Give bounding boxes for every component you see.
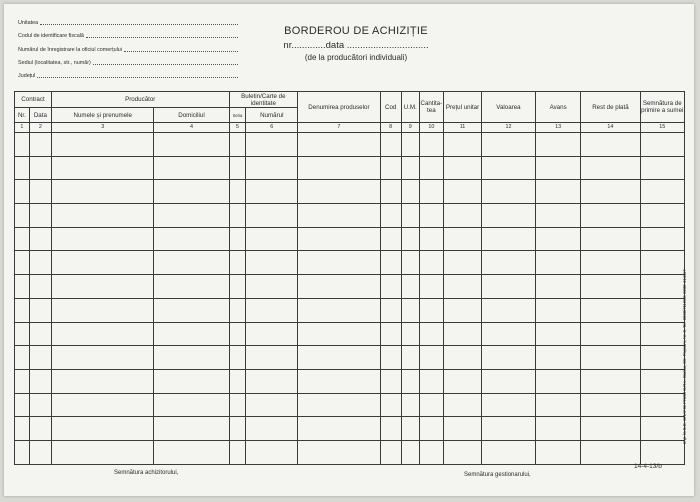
header-field-label: Unitatea: [18, 20, 39, 27]
header-semnatura: Semnătura de primire a sumei: [640, 92, 684, 123]
header-data: Data: [29, 108, 51, 123]
column-number-row: [15, 123, 685, 133]
header-cod: Cod: [380, 92, 401, 123]
buyer-signature-label: Semnătura achizitorului,: [114, 470, 179, 476]
header-buletin: Buletin/Carte de identitate: [229, 92, 298, 108]
column-number: 15: [640, 123, 684, 133]
manager-signature-label: Semnătura gestionarului,: [464, 472, 531, 478]
header-field-label: Județul: [18, 72, 36, 79]
column-number: 3: [51, 123, 154, 133]
header-nume: Numele și prenumele: [51, 108, 154, 123]
document-subtitle: (de la producători individuali): [304, 53, 408, 62]
acquisition-table: [14, 91, 685, 465]
table-row: [15, 417, 685, 441]
header-field-label: Sediul (localitatea, str., număr): [18, 59, 91, 66]
printer-imprint: Imp. la S.C. GRAFIC PROD S.R.L. Buzău, Str. Pașcani, Nr. 2, Tel: 0238/711083; 0238-414117: [682, 269, 687, 444]
fill-line: [93, 64, 238, 65]
column-number: 10: [419, 123, 443, 133]
form-sheet: [4, 4, 694, 496]
column-number: 4: [154, 123, 229, 133]
column-number: 5: [229, 123, 246, 133]
header-valoarea: Valoarea: [482, 92, 536, 123]
header-seria: Seria: [229, 108, 246, 123]
header-pretul: Prețul unitar: [443, 92, 481, 123]
table-row: [15, 133, 685, 157]
header-rest: Rest de plată: [581, 92, 640, 123]
header-domiciliul: Domiciliul: [154, 108, 229, 123]
table-row: [15, 393, 685, 417]
column-number: 9: [401, 123, 419, 133]
form-code: 14-4-13/b: [634, 463, 662, 470]
header-field-label: Codul de identificare fiscală: [18, 33, 84, 40]
header-field-nr-inregistrare: [18, 39, 238, 52]
table-row: [15, 156, 685, 180]
fill-line: [124, 51, 238, 52]
fill-line: [86, 37, 238, 38]
header-denumirea: Denumirea produselor: [298, 92, 380, 123]
table-row: [15, 251, 685, 275]
column-number: 6: [246, 123, 298, 133]
number-date-line: nr.............data ...............................: [283, 40, 429, 51]
header-numarul: Numărul: [246, 108, 298, 123]
company-header: [18, 13, 238, 79]
header-field-sediul: [18, 53, 238, 66]
header-um: U.M.: [401, 92, 419, 123]
header-cantitatea: Cantita- tea: [419, 92, 443, 123]
header-producator: Producător: [51, 92, 229, 108]
table-row: [15, 204, 685, 228]
table-row: [15, 227, 685, 251]
fill-line: [37, 77, 238, 78]
column-number: 14: [581, 123, 640, 133]
column-number: 11: [443, 123, 481, 133]
header-avans: Avans: [535, 92, 580, 123]
header-field-unitatea: [18, 13, 238, 26]
table-row: [15, 180, 685, 204]
column-number: 8: [380, 123, 401, 133]
document-title: BORDEROU DE ACHIZIȚIE: [284, 25, 428, 37]
header-field-label: Numărul de înregistrare la oficiul comerțului: [18, 46, 122, 53]
header-field-cod-fiscal: [18, 26, 238, 39]
table-row: [15, 346, 685, 370]
column-number: 7: [298, 123, 380, 133]
table-row: [15, 369, 685, 393]
header-field-judetul: [18, 66, 238, 79]
column-number: 12: [482, 123, 536, 133]
table-row: [15, 275, 685, 299]
header-nr: Nr.: [15, 108, 30, 123]
table-row: [15, 298, 685, 322]
table-row: [15, 322, 685, 346]
fill-line: [40, 24, 238, 25]
table-row: [15, 440, 685, 464]
column-number: 1: [15, 123, 30, 133]
column-number: 13: [535, 123, 580, 133]
column-number: 2: [29, 123, 51, 133]
header-contract: Contract: [15, 92, 52, 108]
